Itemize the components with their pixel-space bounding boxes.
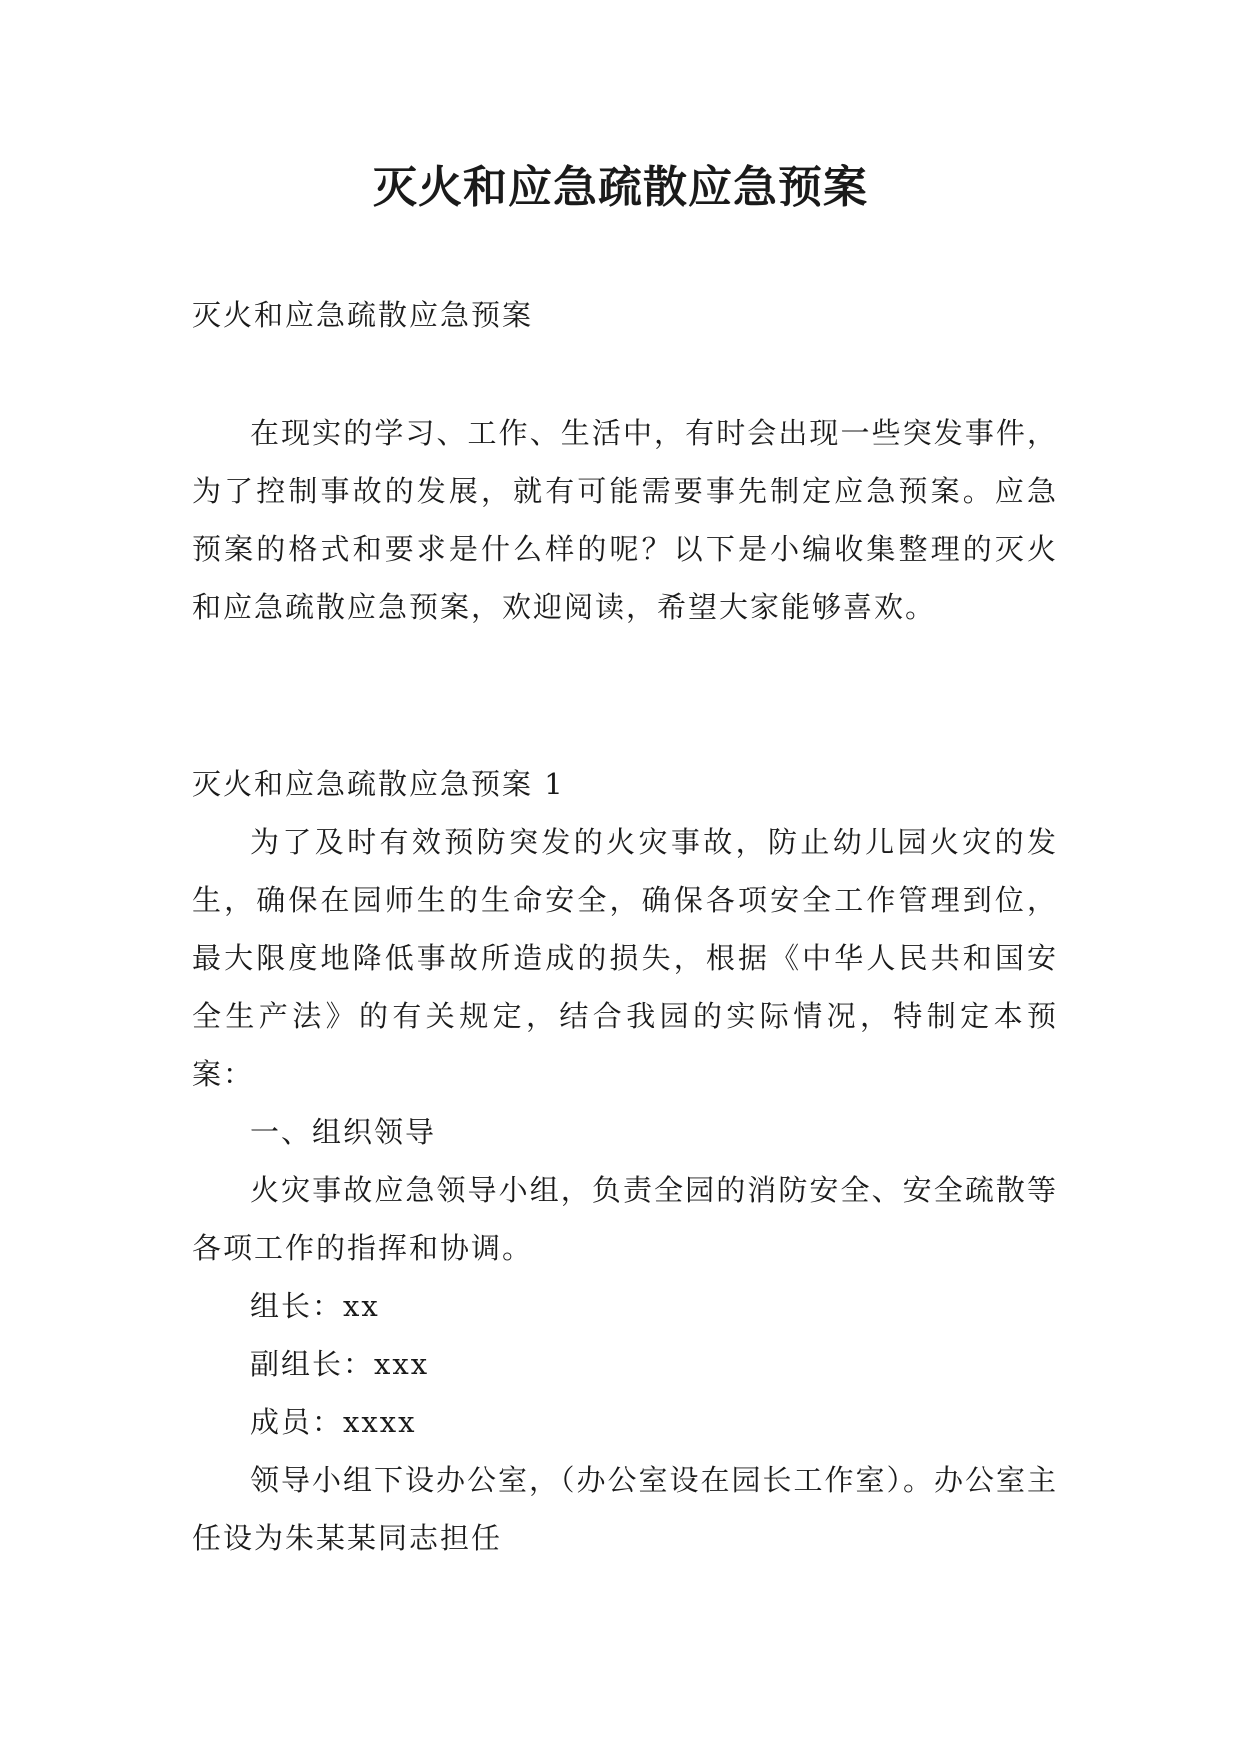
section-1-paragraph-2: 火灾事故应急领导小组，负责全园的消防安全、安全疏散等各项工作的指挥和协调。 <box>192 1173 1058 1265</box>
section-1-paragraph-1: 为了及时有效预防突发的火灾事故，防止幼儿园火灾的发生，确保在园师生的生命安全，确保各项安全工作管理到位，最大限度地降低事故所造成的损失，根据《中华人民共和国安全生产法》的有关规定，结合我园的实际情况，特制定本预案： <box>192 825 1058 1091</box>
section-1-item-organization: 一、组织领导 <box>250 1115 437 1149</box>
members-line: 成员：xxxx <box>250 1405 417 1439</box>
document-subtitle-block <box>192 286 1058 344</box>
leader-line: 组长：xx <box>250 1289 380 1323</box>
intro-paragraph: 在现实的学习、工作、生活中，有时会出现一些突发事件，为了控制事故的发展，就有可能需要事先制定应急预案。应急预案的格式和要求是什么样的呢？以下是小编收集整理的灭火和应急疏散应急预案，欢迎阅读，希望大家能够喜欢。 <box>192 416 1058 624</box>
intro-block <box>192 404 1058 636</box>
section-1 <box>192 755 1058 1567</box>
deputy-leader-line: 副组长：xxx <box>250 1347 430 1381</box>
document-title: 灭火和应急疏散应急预案 <box>373 162 868 213</box>
section-1-heading: 灭火和应急疏散应急预案 1 <box>192 767 565 801</box>
section-1-paragraph-3: 领导小组下设办公室，（办公室设在园长工作室）。办公室主任设为朱某某同志担任 <box>192 1463 1059 1555</box>
document-subtitle: 灭火和应急疏散应急预案 <box>192 298 534 332</box>
